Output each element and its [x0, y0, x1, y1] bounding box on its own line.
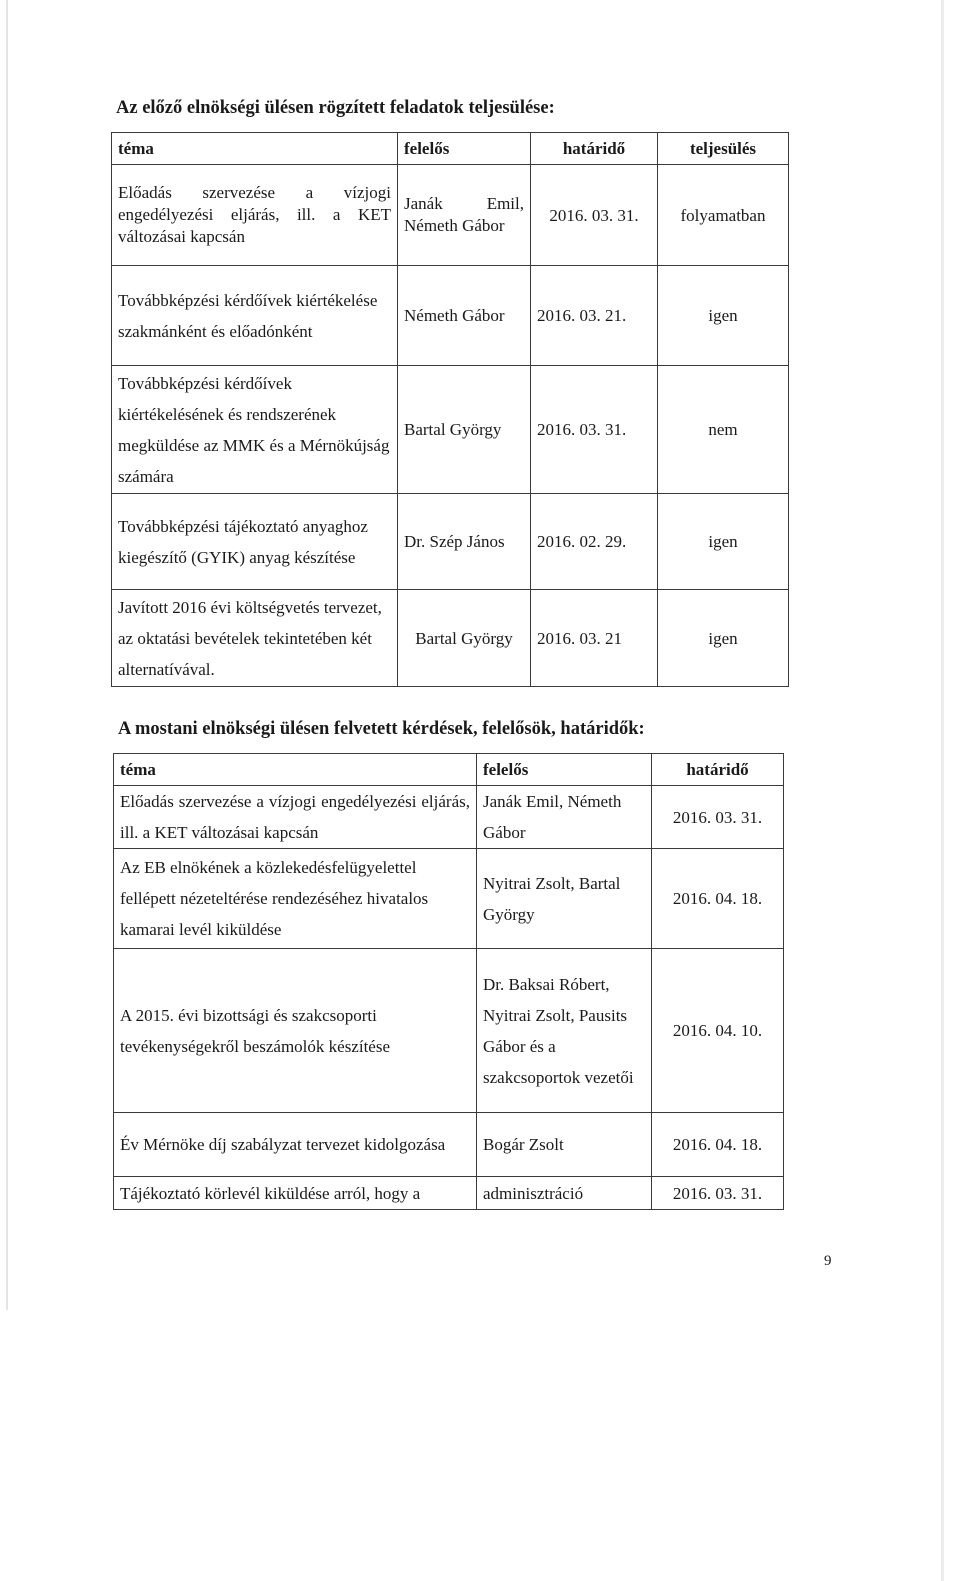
task-topic: Továbbképzési kérdőívek kiértékelése szakmánként és előadónként — [112, 266, 398, 366]
table-header-row — [112, 133, 789, 165]
task-topic: Javított 2016 évi költségvetés tervezet, az oktatási bevételek tekintetében két alternatívával. — [112, 590, 398, 687]
table-row — [112, 165, 789, 266]
issue-deadline: 2016. 04. 10. — [652, 949, 784, 1113]
task-deadline: 2016. 03. 31. — [531, 165, 658, 266]
issue-topic: Év Mérnöke díj szabályzat tervezet kidolgozása — [114, 1113, 477, 1177]
table-header-row — [114, 754, 784, 786]
task-status: igen — [658, 494, 789, 590]
issue-responsible: Nyitrai Zsolt, Bartal György — [477, 849, 652, 949]
previous-tasks-table — [111, 132, 789, 687]
header-deadline: határidő — [531, 133, 658, 165]
task-status: folyamatban — [658, 165, 789, 266]
issue-responsible: Dr. Baksai Róbert, Nyitrai Zsolt, Pausits Gábor és a szakcsoportok vezetői — [477, 949, 652, 1113]
table-row — [112, 590, 789, 687]
scan-edge-left — [6, 0, 8, 1310]
issue-deadline: 2016. 04. 18. — [652, 849, 784, 949]
task-responsible: Németh Gábor — [398, 266, 531, 366]
header-topic: téma — [114, 754, 477, 786]
task-responsible: Dr. Szép János — [398, 494, 531, 590]
task-topic: Továbbképzési kérdőívek kiértékelésének és rendszerének megküldése az MMK és a Mérnökújság számára — [112, 366, 398, 494]
header-deadline: határidő — [652, 754, 784, 786]
issue-responsible: Bogár Zsolt — [477, 1113, 652, 1177]
section2-heading: A mostani elnökségi ülésen felvetett kérdések, felelősök, határidők: — [118, 719, 645, 739]
task-responsible: Janák Emil, Németh Gábor — [398, 165, 531, 266]
header-responsible: felelős — [477, 754, 652, 786]
issue-responsible: adminisztráció — [477, 1177, 652, 1210]
table-row — [112, 266, 789, 366]
header-status: teljesülés — [658, 133, 789, 165]
task-responsible: Bartal György — [398, 590, 531, 687]
new-issues-table — [113, 753, 784, 1210]
task-deadline: 2016. 03. 21 — [531, 590, 658, 687]
page-number: 9 — [824, 1253, 832, 1269]
scan-edge-right — [941, 0, 944, 1581]
issue-deadline: 2016. 04. 18. — [652, 1113, 784, 1177]
issue-topic: Tájékoztató körlevél kiküldése arról, hogy a — [114, 1177, 477, 1210]
task-deadline: 2016. 03. 31. — [531, 366, 658, 494]
task-status: igen — [658, 266, 789, 366]
table-row — [114, 1177, 784, 1210]
issue-topic: Az EB elnökének a közlekedésfelügyelettel fellépett nézeteltérése rendezéséhez hivatalos kamarai levél kiküldése — [114, 849, 477, 949]
table-row — [112, 494, 789, 590]
issue-responsible: Janák Emil, Németh Gábor — [477, 786, 652, 849]
task-status: igen — [658, 590, 789, 687]
issue-deadline: 2016. 03. 31. — [652, 786, 784, 849]
header-topic: téma — [112, 133, 398, 165]
task-deadline: 2016. 02. 29. — [531, 494, 658, 590]
task-status: nem — [658, 366, 789, 494]
task-deadline: 2016. 03. 21. — [531, 266, 658, 366]
table-row — [114, 1113, 784, 1177]
issue-topic: A 2015. évi bizottsági és szakcsoporti tevékenységekről beszámolók készítése — [114, 949, 477, 1113]
task-topic: Előadás szervezése a vízjogi engedélyezési eljárás, ill. a KET változásai kapcsán — [112, 165, 398, 266]
table-row — [114, 949, 784, 1113]
task-topic: Továbbképzési tájékoztató anyaghoz kiegészítő (GYIK) anyag készítése — [112, 494, 398, 590]
table-row — [112, 366, 789, 494]
issue-topic: Előadás szervezése a vízjogi engedélyezési eljárás, ill. a KET változásai kapcsán — [114, 786, 477, 849]
table-row — [114, 849, 784, 949]
table-row — [114, 786, 784, 849]
section1-heading: Az előző elnökségi ülésen rögzített feladatok teljesülése: — [116, 98, 555, 118]
issue-deadline: 2016. 03. 31. — [652, 1177, 784, 1210]
task-responsible: Bartal György — [398, 366, 531, 494]
header-responsible: felelős — [398, 133, 531, 165]
